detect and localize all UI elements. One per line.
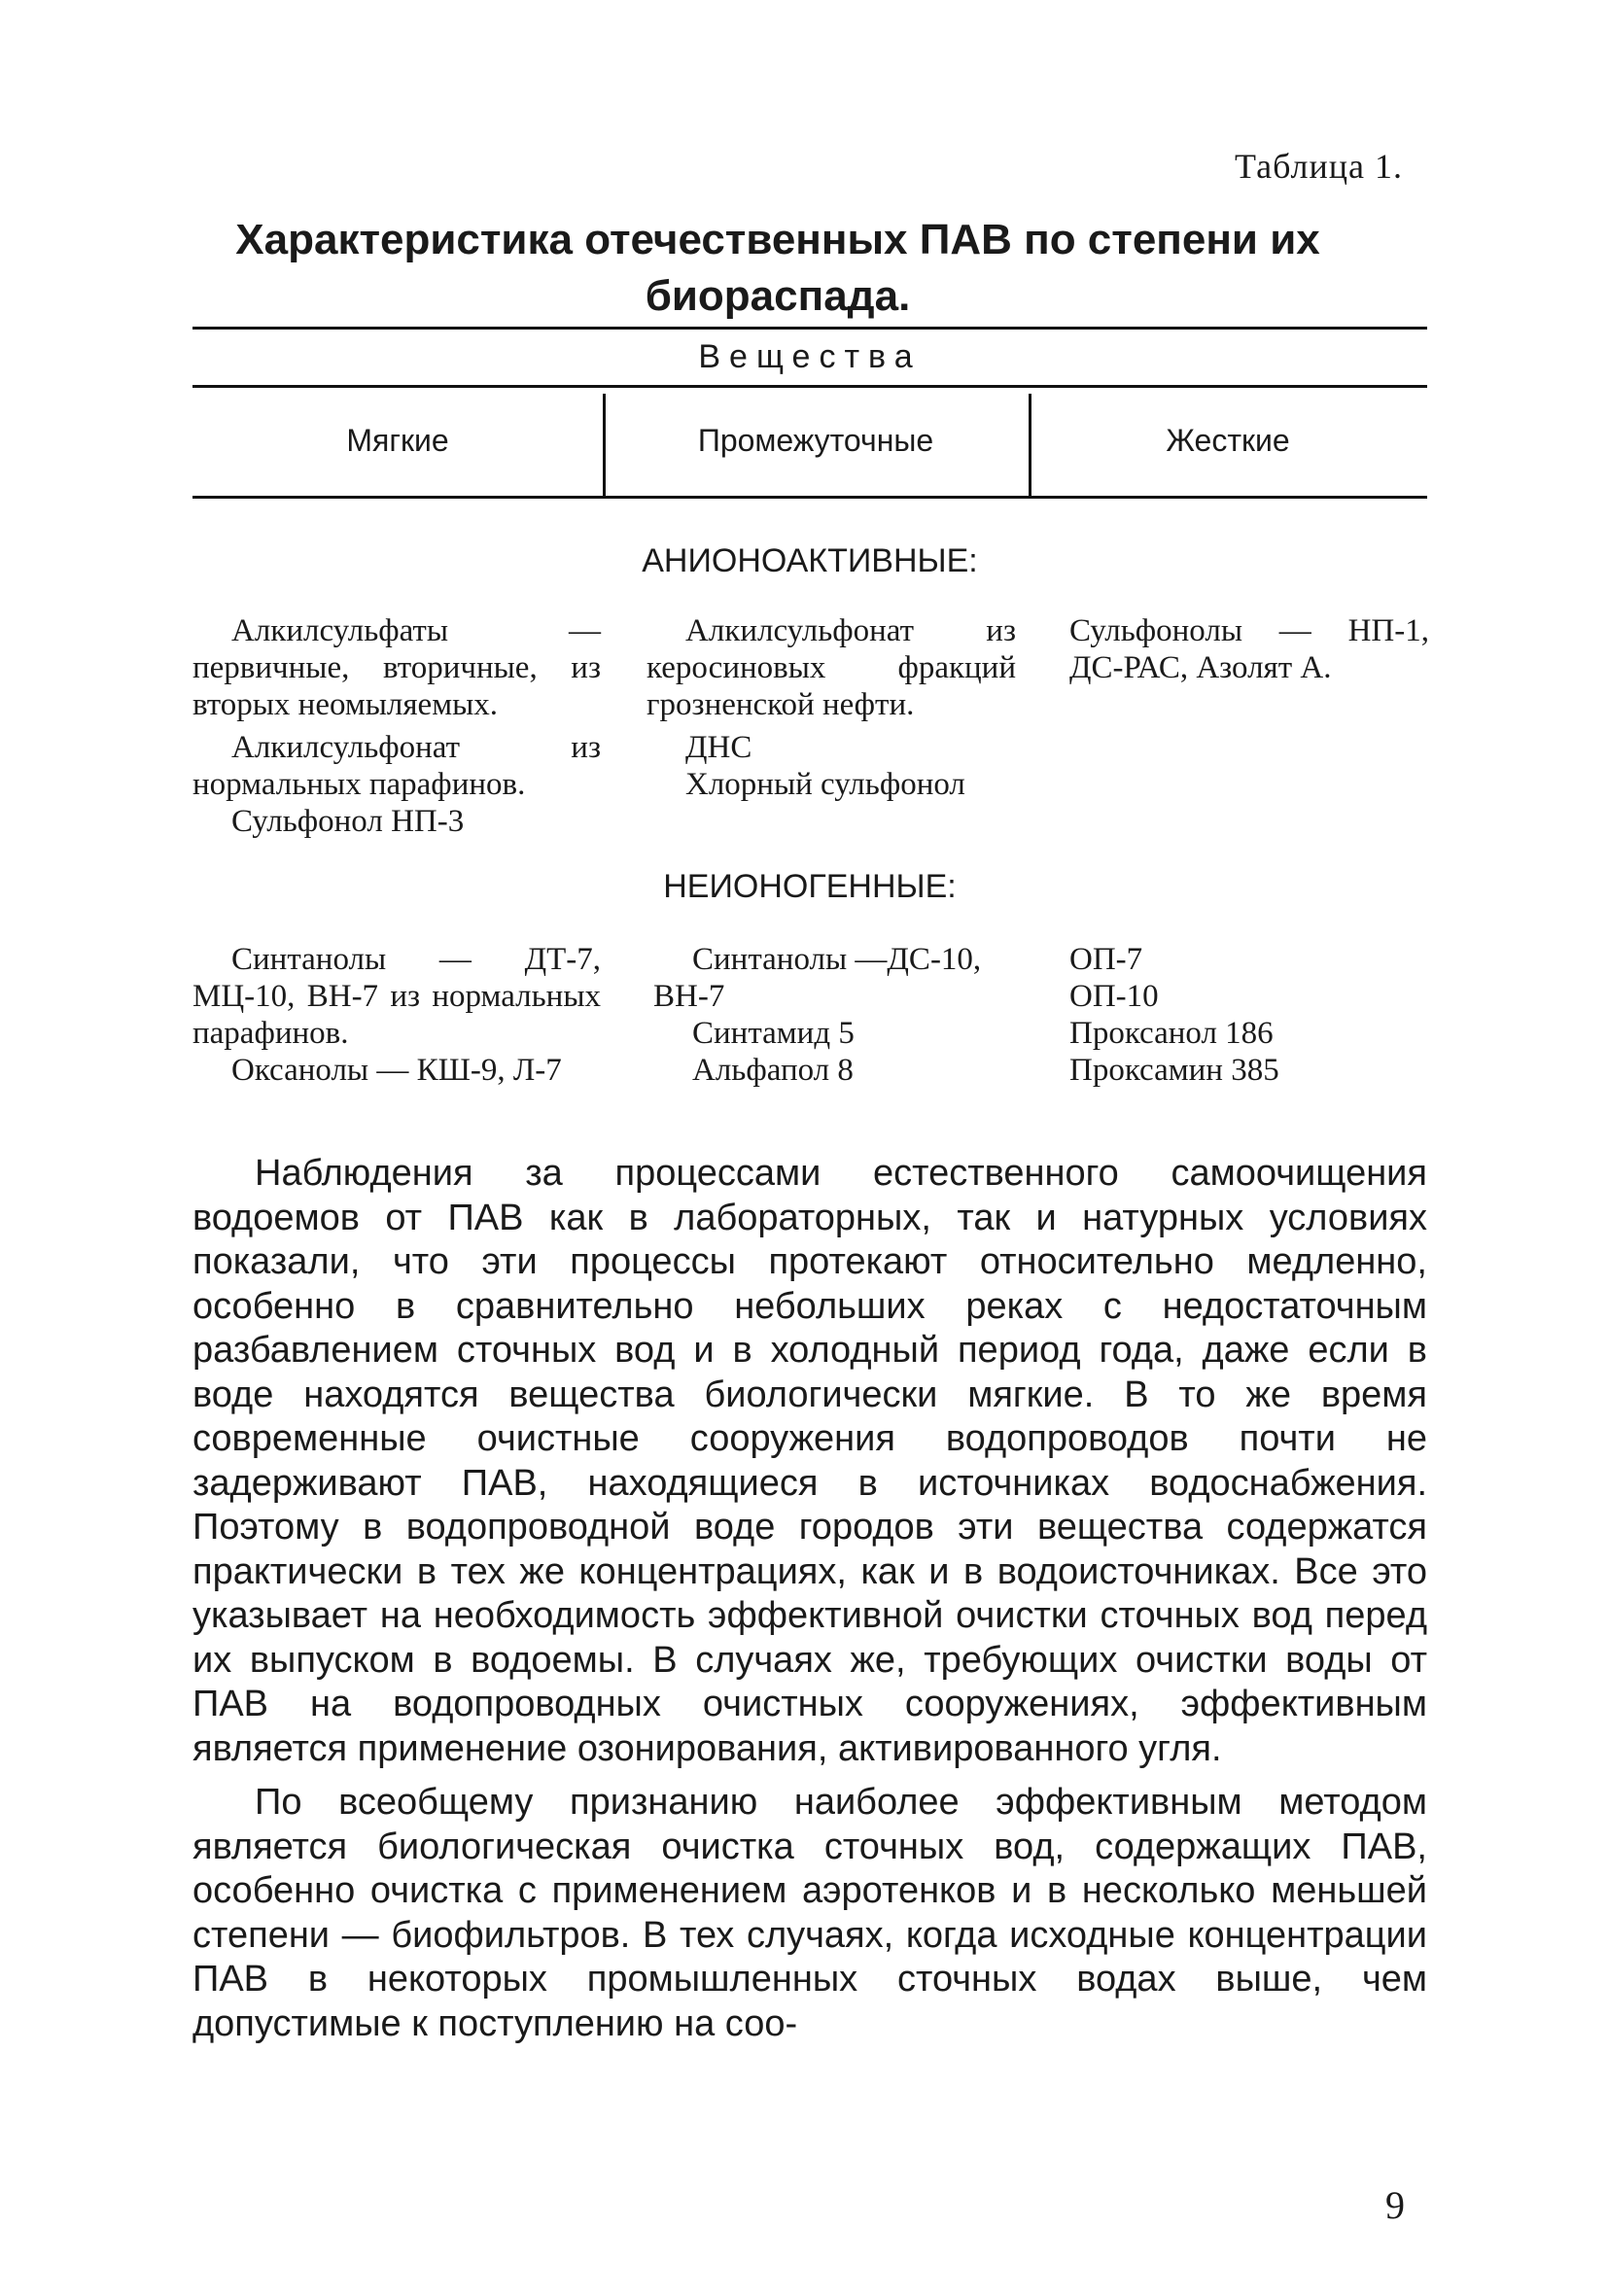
anionic-intermediate-item: Хлорный сульфонол — [685, 767, 965, 802]
nonionic-intermediate-item: Синтамид 5 — [692, 1016, 855, 1051]
nonionic-hard-item: ОП-10 — [1069, 979, 1159, 1014]
table-rule-top — [192, 327, 1427, 330]
nonionic-intermediate-cell — [653, 941, 1023, 1089]
nonionic-intermediate-item: Синтанолы —ДС-10, ВН-7 — [653, 942, 982, 1014]
anionic-soft-item: Сульфонол НП-3 — [231, 804, 465, 839]
column-header-hard: Жесткие — [1166, 423, 1290, 458]
nonionic-intermediate-item: Альфапол 8 — [692, 1053, 854, 1088]
nonionic-soft-item: Синтанолы — ДТ-7, МЦ-10, ВН-7 из нормальных парафинов. — [192, 942, 601, 1051]
anionic-intermediate-item: Алкилсульфонат из керосиновых фракций грозненской нефти. — [647, 613, 1016, 722]
column-header-soft: Мягкие — [346, 423, 449, 458]
table-rule-header — [192, 385, 1427, 388]
nonionic-hard-cell — [1069, 941, 1429, 1089]
anionic-soft-item: Алкилсульфаты — первичные, вторичные, из вторых неомыляемых. — [192, 613, 601, 722]
nonionic-soft-item: Оксанолы — КШ-9, Л-7 — [231, 1053, 562, 1088]
paragraph: По всеобщему признанию наиболее эффективным методом является биологическая очистка сточных вод, содержащих ПАВ, особенно очистка с применением аэротенков и в несколько меньшей степени — биофильтров. В тех случаях, когда исходные концентрации ПАВ в некоторых промышленных сточных водах выше, чем допустимые к поступлению на соо- — [192, 1782, 1427, 2044]
anionic-soft-cell — [192, 612, 601, 840]
nonionic-soft-cell — [192, 941, 601, 1089]
anionic-intermediate-cell — [647, 612, 1016, 803]
anionic-hard-item: Сульфонолы — НП-1, ДС-РАС, Азолят А. — [1069, 613, 1429, 685]
table-rule-columns — [192, 496, 1427, 499]
nonionic-hard-item: ОП-7 — [1069, 942, 1143, 977]
column-header-intermediate: Промежуточные — [697, 423, 934, 458]
page-number: 9 — [1385, 2183, 1405, 2227]
section-nonionic-title: НЕИОНОГЕННЫЕ: — [663, 868, 957, 905]
anionic-intermediate-item: ДНС — [685, 730, 752, 765]
anionic-hard-cell — [1069, 612, 1429, 686]
nonionic-hard-item: Проксамин 385 — [1069, 1053, 1279, 1088]
section-anionic-title: АНИОНОАКТИВНЫЕ: — [642, 542, 978, 579]
body-text — [192, 1152, 1427, 2046]
substances-header: Вещества — [698, 338, 922, 375]
nonionic-hard-item: Проксанол 186 — [1069, 1016, 1274, 1051]
table-label: Таблица 1. — [1235, 147, 1403, 186]
table-title: Характеристика отечественных ПАВ по степени их биораспада. — [235, 216, 1320, 320]
paragraph: Наблюдения за процессами естественного самоочищения водоемов от ПАВ как в лабораторных, так и натурных условиях показали, что эти процессы протекают относительно медленно, особенно в сравнительно небольших реках с недостаточным разбавлением сточных вод и в холодный период года, даже если в воде находятся вещества биологически мягкие. В то же время современные очистные сооружения водопроводов почти не задерживают ПАВ, находящиеся в источниках водоснабжения. Поэтому в водопроводной воде городов эти вещества содержатся практически в тех же концентрациях, как и в водоисточниках. Все это указывает на необходимость эффективной очистки сточных вод перед их выпуском в водоемы. В случаях же, требующих очистки воды от ПАВ на водопроводных очистных сооружениях, эффективным является применение озонирования, активированного угля. — [192, 1153, 1427, 1769]
anionic-soft-item: Алкилсульфонат из нормальных парафинов. — [192, 730, 601, 802]
